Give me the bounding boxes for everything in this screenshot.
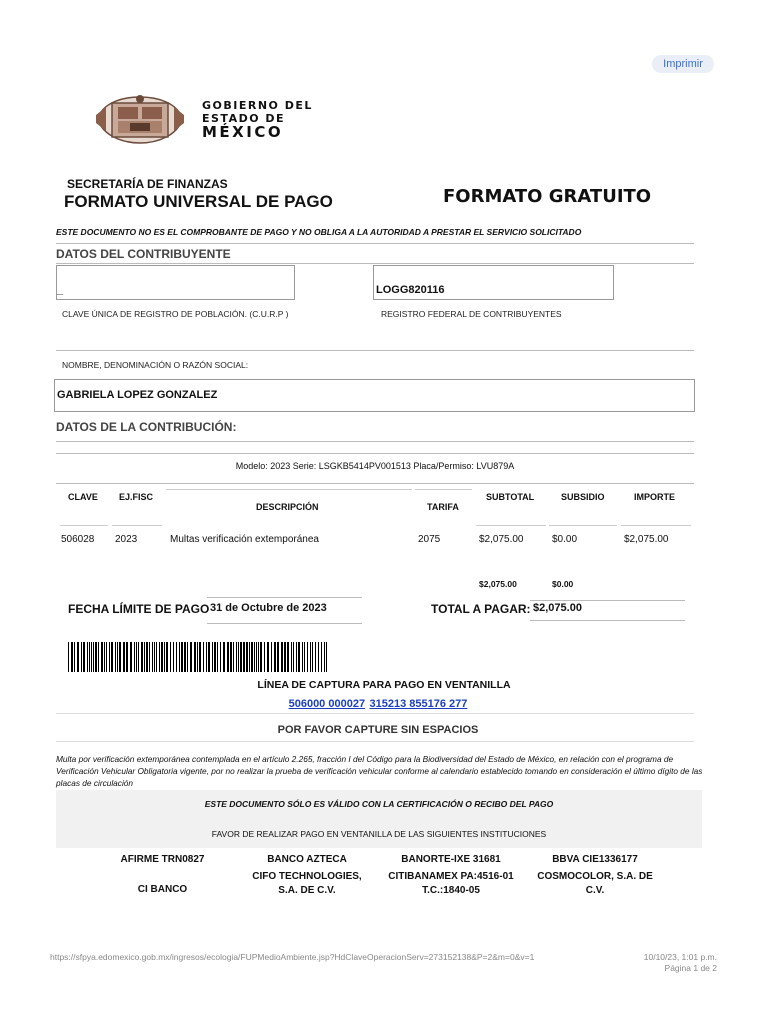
total-value: $2,075.00 — [533, 602, 582, 614]
payment-barcode — [68, 642, 330, 672]
total-subtotal: $2,075.00 — [479, 579, 517, 589]
total-label: TOTAL A PAGAR: — [431, 602, 531, 616]
bank-item: BBVA CIE1336177 — [552, 854, 638, 865]
disclaimer-text: ESTE DOCUMENTO NO ES EL COMPROBANTE DE PAGO Y NO OBLIGA A LA AUTORIDAD A PRESTAR EL SERVICIO SOLICITADO — [56, 227, 582, 237]
divider — [207, 597, 362, 598]
form-title: FORMATO UNIVERSAL DE PAGO — [64, 192, 333, 211]
row-subsidio: $0.00 — [552, 534, 578, 545]
gov-line3: MÉXICO — [202, 123, 284, 141]
rfc-label: REGISTRO FEDERAL DE CONTRIBUYENTES — [381, 309, 562, 319]
divider — [530, 620, 685, 621]
capture-line — [0, 694, 756, 712]
footer-page: Página 1 de 2 — [664, 963, 717, 973]
divider — [112, 525, 162, 526]
secretaria-label: SECRETARÍA DE FINANZAS — [67, 177, 228, 191]
col-descripcion: DESCRIPCIÓN — [256, 502, 319, 512]
row-importe: $2,075.00 — [624, 534, 669, 545]
capture-line-label: LÍNEA DE CAPTURA PARA PAGO EN VENTANILLA — [257, 679, 511, 691]
curp-label: CLAVE ÚNICA DE REGISTRO DE POBLACIÓN. (C.U.R.P ) — [62, 309, 289, 319]
bank-item: BANCO AZTECA — [267, 854, 347, 865]
government-logo-text — [202, 100, 313, 140]
row-tarifa: 2075 — [418, 534, 441, 545]
rfc-field — [373, 265, 614, 300]
name-value: GABRIELA LOPEZ GONZALEZ — [57, 389, 218, 401]
bank-item: CITIBANAMEX PA:4516-01 T.C.:1840-05 — [388, 871, 514, 896]
rfc-value: LOGG820116 — [376, 284, 445, 296]
name-label: NOMBRE, DENOMINACIÓN O RAZÓN SOCIAL: — [62, 360, 249, 370]
valid-text: ESTE DOCUMENTO SÓLO ES VÁLIDO CON LA CERTIFICACIÓN O RECIBO DEL PAGO — [204, 799, 554, 809]
divider — [56, 741, 694, 742]
divider — [56, 483, 694, 484]
no-spaces-notice: POR FAVOR CAPTURE SIN ESPACIOS — [277, 724, 479, 736]
divider — [476, 525, 546, 526]
divider — [56, 453, 694, 454]
bank-item: CIFO TECHNOLOGIES, S.A. DE C.V. — [252, 871, 362, 896]
free-form-label: FORMATO GRATUITO — [443, 186, 652, 207]
legal-note: Multa por verificación extemporánea contemplada en el artículo 2.265, fracción I del Código para la Biodiversidad del Estado de México, en relación con el programa de Verificación Vehicular Obligatoria vigente, por no realizar la prueba de verificación vehicular conforme al calendario establecido tomando en consideración el último dígito de las placas de circulación — [56, 754, 703, 788]
footer-datetime: 10/10/23, 1:01 p.m. — [643, 952, 717, 962]
total-subsidio: $0.00 — [552, 579, 574, 589]
divider — [415, 489, 472, 490]
divider — [56, 350, 694, 351]
divider — [56, 441, 694, 442]
col-importe: IMPORTE — [634, 492, 676, 502]
divider — [60, 525, 108, 526]
col-tarifa: TARIFA — [427, 502, 459, 512]
gov-line1: GOBIERNO DEL — [202, 99, 313, 112]
contribuyente-section-title: DATOS DEL CONTRIBUYENTE — [56, 247, 231, 261]
row-descripcion: Multas verificación extemporánea — [170, 534, 319, 545]
deadline-value: 31 de Octubre de 2023 — [210, 602, 327, 614]
capture-link-part1[interactable]: 506000 000027 — [288, 698, 366, 710]
divider — [166, 489, 412, 490]
row-subtotal: $2,075.00 — [479, 534, 524, 545]
bank-item: AFIRME TRN0827 — [120, 854, 205, 865]
validity-panel — [56, 790, 702, 848]
divider — [621, 525, 691, 526]
row-clave: 506028 — [61, 534, 95, 545]
print-button[interactable]: Imprimir — [652, 55, 714, 73]
col-subsidio: SUBSIDIO — [561, 492, 605, 502]
footer-url: https://sfpya.edomexico.gob.mx/ingresos/ecologia/FUPMedioAmbiente.jsp?HdClaveOperacionServ=273152138&P=2&m=0&v=1 — [50, 952, 535, 962]
bank-item: COSMOCOLOR, S.A. DE C.V. — [537, 871, 653, 896]
bank-item: CI BANCO — [137, 884, 188, 895]
state-seal-logo — [92, 93, 188, 145]
capture-link-part2[interactable]: 315213 855176 277 — [369, 698, 468, 710]
divider — [549, 525, 617, 526]
vehicle-info: Modelo: 2023 Serie: LSGKB5414PV001513 Placa/Permiso: LVU879A — [235, 461, 515, 471]
divider — [56, 263, 694, 264]
name-field — [54, 379, 695, 412]
divider — [530, 600, 685, 601]
contribucion-section-title: DATOS DE LA CONTRIBUCIÓN: — [56, 420, 237, 434]
curp-value: _ — [57, 284, 64, 296]
bank-item: BANORTE-IXE 31681 — [401, 854, 501, 865]
deadline-label: FECHA LÍMITE DE PAGO — [68, 602, 210, 616]
col-subtotal: SUBTOTAL — [486, 492, 535, 502]
gov-line2: ESTADO DE — [202, 112, 286, 125]
divider — [207, 623, 362, 624]
divider — [56, 243, 694, 244]
divider — [56, 713, 694, 714]
curp-field — [56, 265, 295, 300]
col-ejfisc: EJ.FISC — [119, 492, 154, 502]
row-ejfisc: 2023 — [115, 534, 138, 545]
institutions-text: FAVOR DE REALIZAR PAGO EN VENTANILLA DE LAS SIGUIENTES INSTITUCIONES — [211, 829, 547, 839]
col-clave: CLAVE — [68, 492, 98, 502]
